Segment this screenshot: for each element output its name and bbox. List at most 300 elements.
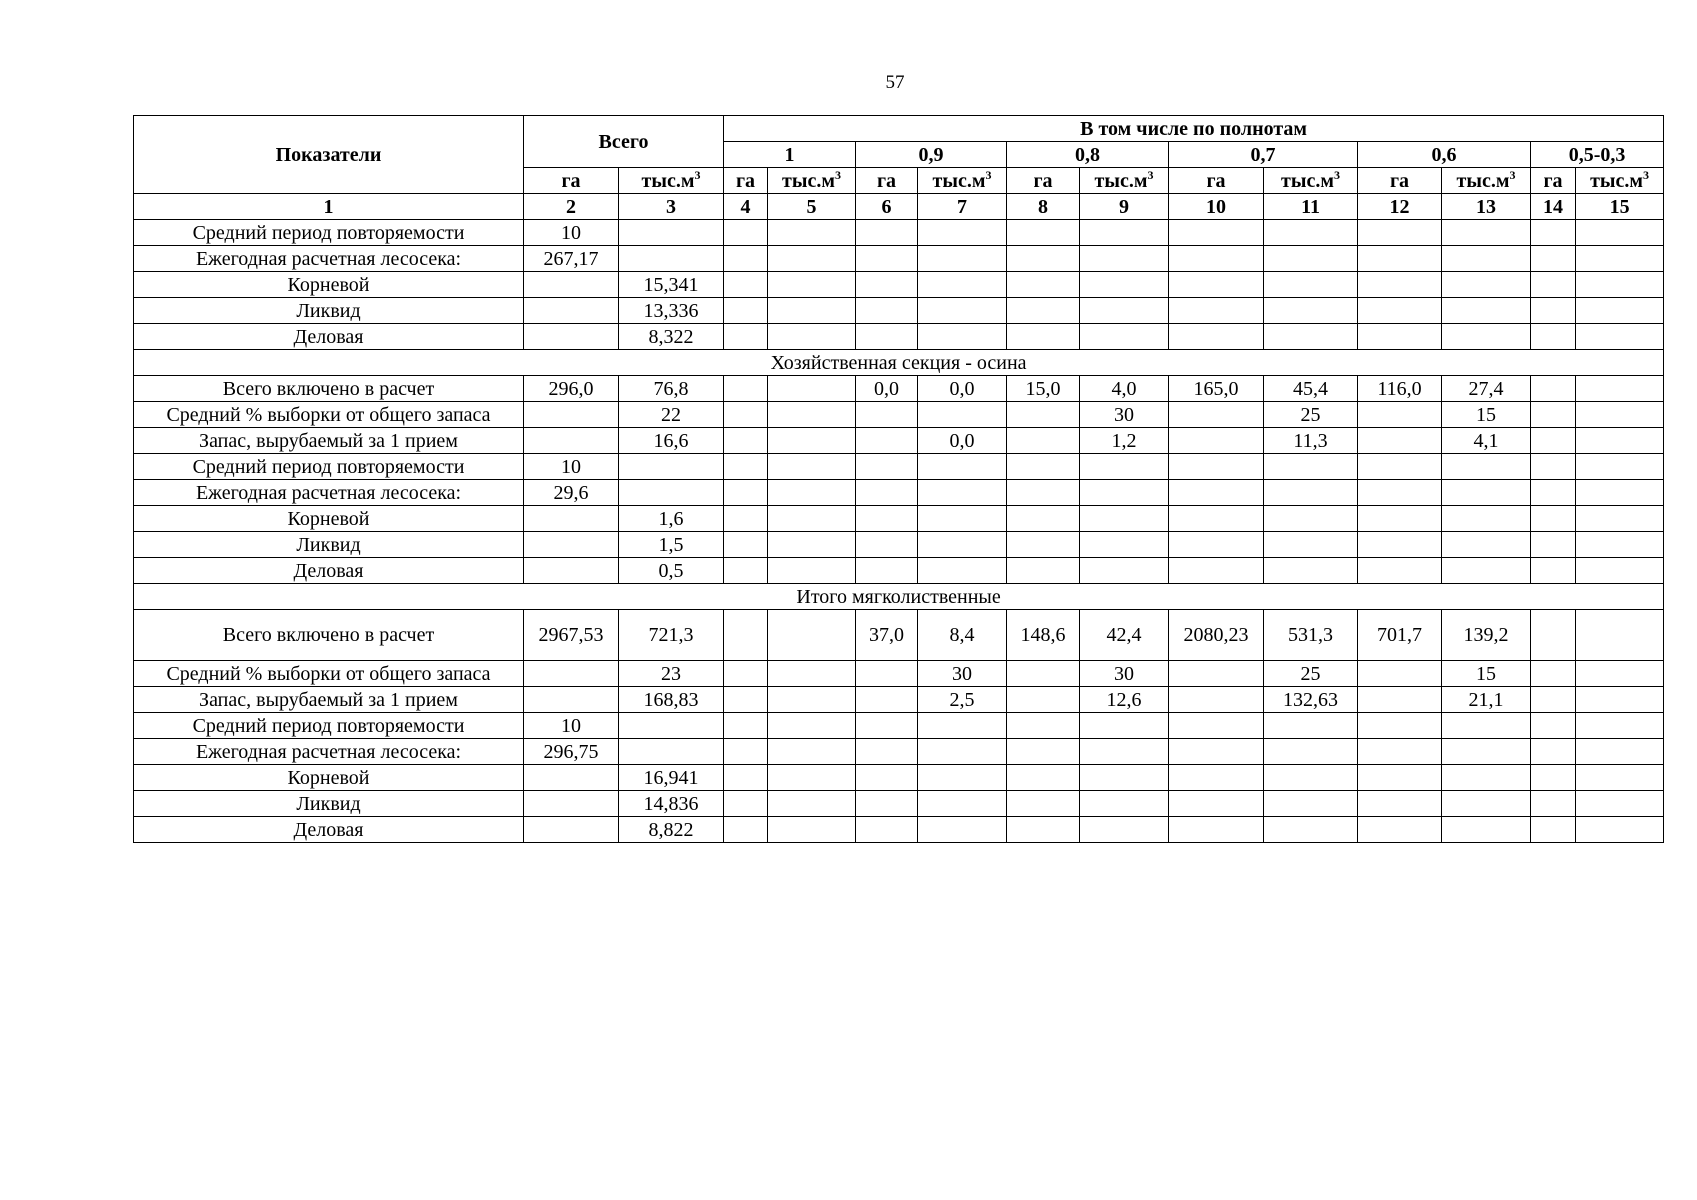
row-label: Ежегодная расчетная лесосека:: [134, 480, 524, 506]
page-number: 57: [885, 72, 905, 93]
table-cell: [1080, 272, 1169, 298]
table-cell: [724, 454, 768, 480]
table-cell: [724, 791, 768, 817]
header-by-density: В том числе по полнотам: [724, 116, 1664, 142]
table-cell: [918, 817, 1007, 843]
table-cell: [1442, 532, 1531, 558]
table-cell: [856, 791, 918, 817]
table-cell: [724, 402, 768, 428]
row-label: Ликвид: [134, 298, 524, 324]
table-cell: [918, 480, 1007, 506]
table-cell: [619, 220, 724, 246]
table-cell: 25: [1264, 661, 1358, 687]
table-cell: [1531, 610, 1576, 661]
table-cell: 15,0: [1007, 376, 1080, 402]
column-number: 6: [856, 194, 918, 220]
table-cell: [1576, 272, 1664, 298]
table-cell: [1531, 558, 1576, 584]
table-cell: [1531, 817, 1576, 843]
table-cell: [856, 661, 918, 687]
table-cell: [1264, 739, 1358, 765]
table-cell: [1358, 324, 1442, 350]
table-cell: [856, 454, 918, 480]
table-cell: [1531, 298, 1576, 324]
unit-ha: га: [856, 168, 918, 194]
table-cell: [1576, 324, 1664, 350]
table-cell: [1358, 765, 1442, 791]
table-cell: [724, 687, 768, 713]
table-cell: [1576, 661, 1664, 687]
table-cell: 8,4: [918, 610, 1007, 661]
table-cell: [1358, 739, 1442, 765]
table-cell: [724, 817, 768, 843]
table-cell: [1007, 532, 1080, 558]
table-cell: [1007, 272, 1080, 298]
table-row: [134, 298, 1664, 324]
table-cell: [1531, 376, 1576, 402]
table-cell: [768, 610, 856, 661]
table-cell: [524, 687, 619, 713]
column-number: 13: [1442, 194, 1531, 220]
table-cell: [1576, 298, 1664, 324]
row-label: Средний период повторяемости: [134, 713, 524, 739]
table-cell: 531,3: [1264, 610, 1358, 661]
table-cell: [619, 713, 724, 739]
table-cell: 2967,53: [524, 610, 619, 661]
row-label: Корневой: [134, 765, 524, 791]
table-cell: [1007, 480, 1080, 506]
table-cell: [524, 817, 619, 843]
table-cell: [1080, 480, 1169, 506]
table-row: [134, 687, 1664, 713]
table-cell: 15: [1442, 402, 1531, 428]
table-cell: [1442, 298, 1531, 324]
table-cell: [1264, 324, 1358, 350]
table-cell: 168,83: [619, 687, 724, 713]
table-cell: [724, 661, 768, 687]
forest-report-table: [133, 115, 1664, 843]
table-cell: [1358, 246, 1442, 272]
table-cell: 2080,23: [1169, 610, 1264, 661]
column-number: 12: [1358, 194, 1442, 220]
table-cell: [918, 324, 1007, 350]
table-cell: [1576, 713, 1664, 739]
table-cell: [1531, 506, 1576, 532]
table-cell: [1531, 765, 1576, 791]
table-cell: [1264, 817, 1358, 843]
table-cell: 1,5: [619, 532, 724, 558]
row-label: Средний период повторяемости: [134, 220, 524, 246]
table-cell: [524, 402, 619, 428]
table-cell: 0,0: [918, 428, 1007, 454]
row-label: Запас, вырубаемый за 1 прием: [134, 428, 524, 454]
column-number: 2: [524, 194, 619, 220]
table-cell: [1358, 713, 1442, 739]
table-cell: [1442, 454, 1531, 480]
table-cell: [768, 376, 856, 402]
table-cell: [1358, 661, 1442, 687]
table-cell: [856, 765, 918, 791]
table-row: [134, 739, 1664, 765]
table-cell: [1442, 324, 1531, 350]
table-cell: [856, 739, 918, 765]
table-cell: [1531, 687, 1576, 713]
table-cell: [1264, 480, 1358, 506]
column-number: 11: [1264, 194, 1358, 220]
table-cell: [1264, 454, 1358, 480]
table-cell: [724, 480, 768, 506]
table-cell: [768, 428, 856, 454]
table-cell: 10: [524, 713, 619, 739]
table-cell: 116,0: [1358, 376, 1442, 402]
table-cell: [918, 272, 1007, 298]
row-label: Ликвид: [134, 791, 524, 817]
table-cell: 10: [524, 454, 619, 480]
table-cell: 148,6: [1007, 610, 1080, 661]
table-row: [134, 558, 1664, 584]
table-cell: [724, 558, 768, 584]
table-row: [134, 376, 1664, 402]
table-cell: [768, 791, 856, 817]
table-cell: [724, 220, 768, 246]
table-cell: 30: [1080, 402, 1169, 428]
table-cell: [1169, 817, 1264, 843]
table-cell: [918, 791, 1007, 817]
row-label: Всего включено в расчет: [134, 610, 524, 661]
table-cell: [1169, 272, 1264, 298]
table-cell: [768, 298, 856, 324]
table-cell: [1264, 765, 1358, 791]
table-cell: [768, 687, 856, 713]
table-cell: [1007, 428, 1080, 454]
table-cell: [1442, 220, 1531, 246]
table-cell: [1169, 220, 1264, 246]
table-cell: [768, 817, 856, 843]
table-row: [134, 817, 1664, 843]
table-cell: [1531, 532, 1576, 558]
table-cell: 76,8: [619, 376, 724, 402]
table-cell: [1531, 246, 1576, 272]
table-cell: 132,63: [1264, 687, 1358, 713]
column-number: 3: [619, 194, 724, 220]
row-label: Средний % выборки от общего запаса: [134, 402, 524, 428]
column-number: 10: [1169, 194, 1264, 220]
table-cell: 23: [619, 661, 724, 687]
table-cell: [1080, 506, 1169, 532]
table-cell: [918, 506, 1007, 532]
table-cell: [1576, 791, 1664, 817]
table-cell: [1442, 480, 1531, 506]
table-cell: [1576, 428, 1664, 454]
table-cell: [1531, 220, 1576, 246]
section-row: [134, 584, 1664, 610]
table-row: [134, 220, 1664, 246]
header-total: Всего: [524, 116, 724, 168]
table-cell: [1080, 739, 1169, 765]
table-cell: 16,6: [619, 428, 724, 454]
table-cell: [724, 532, 768, 558]
table-cell: [1576, 402, 1664, 428]
table-cell: [918, 246, 1007, 272]
unit-ha: га: [1007, 168, 1080, 194]
table-cell: [1080, 791, 1169, 817]
table-cell: [1169, 480, 1264, 506]
header-density: 0,9: [856, 142, 1007, 168]
table-cell: [1264, 220, 1358, 246]
table-cell: [856, 298, 918, 324]
table-cell: [768, 402, 856, 428]
table-cell: [1080, 324, 1169, 350]
table-cell: [768, 506, 856, 532]
row-label: Деловая: [134, 817, 524, 843]
table-cell: [724, 765, 768, 791]
table-cell: 296,75: [524, 739, 619, 765]
table-row: [134, 402, 1664, 428]
table-row: [134, 454, 1664, 480]
table-cell: [1531, 661, 1576, 687]
table-cell: [1080, 454, 1169, 480]
column-number: 15: [1576, 194, 1664, 220]
table-cell: [1576, 480, 1664, 506]
table-cell: [768, 272, 856, 298]
table-cell: 42,4: [1080, 610, 1169, 661]
column-number: 14: [1531, 194, 1576, 220]
table-cell: 1,6: [619, 506, 724, 532]
table-cell: [1169, 506, 1264, 532]
table-cell: [768, 324, 856, 350]
table-cell: [1080, 817, 1169, 843]
table-cell: [918, 220, 1007, 246]
table-cell: [619, 739, 724, 765]
table-cell: [918, 739, 1007, 765]
table-cell: [1080, 532, 1169, 558]
table-cell: [1358, 687, 1442, 713]
row-label: Запас, вырубаемый за 1 прием: [134, 687, 524, 713]
table-cell: 14,836: [619, 791, 724, 817]
table-cell: [1531, 739, 1576, 765]
table-cell: [768, 454, 856, 480]
table-cell: [1358, 454, 1442, 480]
table-cell: [724, 739, 768, 765]
table-cell: [856, 324, 918, 350]
table-cell: [1531, 272, 1576, 298]
table-cell: [1576, 765, 1664, 791]
table-cell: [1264, 791, 1358, 817]
table-cell: [1358, 506, 1442, 532]
table-cell: 16,941: [619, 765, 724, 791]
table-cell: [1358, 402, 1442, 428]
header-indicators: Показатели: [134, 116, 524, 194]
section-title: Итого мягколиственные: [134, 584, 1664, 610]
table-row: [134, 765, 1664, 791]
table-cell: [524, 765, 619, 791]
table-cell: [1442, 739, 1531, 765]
table-cell: [1264, 558, 1358, 584]
table-cell: [768, 558, 856, 584]
table-cell: [1007, 765, 1080, 791]
table-cell: [918, 298, 1007, 324]
section-row: [134, 350, 1664, 376]
table-cell: 25: [1264, 402, 1358, 428]
table-cell: [724, 272, 768, 298]
table-cell: 15,341: [619, 272, 724, 298]
table-cell: [1264, 246, 1358, 272]
table-cell: [619, 246, 724, 272]
table-cell: [1007, 739, 1080, 765]
table-cell: [1264, 713, 1358, 739]
table-cell: 721,3: [619, 610, 724, 661]
table-cell: 13,336: [619, 298, 724, 324]
unit-volume: $тыс.м^3$: [768, 168, 856, 194]
row-label: Деловая: [134, 558, 524, 584]
table-cell: 0,5: [619, 558, 724, 584]
table-cell: [1169, 791, 1264, 817]
table-cell: [1442, 791, 1531, 817]
column-number: 4: [724, 194, 768, 220]
table-cell: [1169, 558, 1264, 584]
table-cell: 139,2: [1442, 610, 1531, 661]
table-cell: [768, 661, 856, 687]
table-cell: [1358, 480, 1442, 506]
table-cell: [856, 506, 918, 532]
table-cell: 22: [619, 402, 724, 428]
table-cell: [1080, 765, 1169, 791]
row-label: Средний % выборки от общего запаса: [134, 661, 524, 687]
table-cell: [524, 532, 619, 558]
row-label: Всего включено в расчет: [134, 376, 524, 402]
table-cell: [1007, 220, 1080, 246]
table-cell: [1007, 246, 1080, 272]
table-body: [134, 220, 1664, 843]
table-cell: [524, 661, 619, 687]
table-row: [134, 272, 1664, 298]
table-cell: [1358, 220, 1442, 246]
table-cell: [724, 324, 768, 350]
table-cell: [1080, 713, 1169, 739]
table-cell: [1080, 220, 1169, 246]
table-cell: 37,0: [856, 610, 918, 661]
table-row: [134, 532, 1664, 558]
table-cell: [1169, 661, 1264, 687]
table-cell: [856, 220, 918, 246]
table-cell: 4,1: [1442, 428, 1531, 454]
table-cell: [1169, 765, 1264, 791]
row-label: Ежегодная расчетная лесосека:: [134, 246, 524, 272]
table-cell: 15: [1442, 661, 1531, 687]
table-cell: [1169, 402, 1264, 428]
table-cell: [724, 298, 768, 324]
table-cell: [1576, 506, 1664, 532]
table-cell: [724, 610, 768, 661]
table-cell: 11,3: [1264, 428, 1358, 454]
unit-ha: га: [724, 168, 768, 194]
table-header: [134, 116, 1664, 220]
table-cell: [1007, 687, 1080, 713]
table-cell: [524, 324, 619, 350]
table-cell: [1576, 220, 1664, 246]
table-cell: 30: [918, 661, 1007, 687]
table-cell: 30: [1080, 661, 1169, 687]
table-row: [134, 428, 1664, 454]
table-cell: [1442, 713, 1531, 739]
table-cell: [1264, 506, 1358, 532]
table-cell: [1080, 298, 1169, 324]
table-cell: [1358, 428, 1442, 454]
table-row: [134, 791, 1664, 817]
table-cell: [1007, 402, 1080, 428]
table-cell: [1169, 739, 1264, 765]
unit-volume: $тыс.м^3$: [1264, 168, 1358, 194]
table-cell: [724, 428, 768, 454]
table-row: [134, 324, 1664, 350]
unit-volume: $тыс.м^3$: [1442, 168, 1531, 194]
table-cell: [1358, 817, 1442, 843]
table-cell: [1531, 713, 1576, 739]
table-cell: [918, 713, 1007, 739]
table-cell: [1442, 765, 1531, 791]
header-density: 0,6: [1358, 142, 1531, 168]
table-cell: [1007, 661, 1080, 687]
column-number: 1: [134, 194, 524, 220]
table-cell: [856, 480, 918, 506]
table-cell: [1007, 298, 1080, 324]
table-cell: [1169, 713, 1264, 739]
table-cell: [1264, 532, 1358, 558]
table-row: [134, 610, 1664, 661]
table-cell: [918, 558, 1007, 584]
table-cell: [619, 454, 724, 480]
table-cell: 45,4: [1264, 376, 1358, 402]
table-cell: [1576, 532, 1664, 558]
table-cell: [1007, 791, 1080, 817]
table-cell: [768, 532, 856, 558]
table-cell: [918, 765, 1007, 791]
table-cell: [768, 246, 856, 272]
table-cell: 1,2: [1080, 428, 1169, 454]
table-cell: [1576, 246, 1664, 272]
table-cell: 4,0: [1080, 376, 1169, 402]
table-cell: 0,0: [918, 376, 1007, 402]
table-cell: [768, 713, 856, 739]
table-cell: 10: [524, 220, 619, 246]
row-label: Ликвид: [134, 532, 524, 558]
table-cell: 29,6: [524, 480, 619, 506]
table-row: [134, 480, 1664, 506]
table-cell: [524, 272, 619, 298]
table-row: [134, 661, 1664, 687]
table-cell: [524, 428, 619, 454]
table-cell: [856, 817, 918, 843]
table-cell: [1576, 739, 1664, 765]
row-label: Деловая: [134, 324, 524, 350]
table-cell: [856, 687, 918, 713]
column-number: 7: [918, 194, 1007, 220]
table-cell: [1007, 506, 1080, 532]
row-label: Корневой: [134, 506, 524, 532]
table-cell: [1007, 713, 1080, 739]
table-cell: [918, 402, 1007, 428]
table-cell: [1007, 817, 1080, 843]
table-cell: 21,1: [1442, 687, 1531, 713]
unit-ha: га: [1169, 168, 1264, 194]
table-cell: [1169, 428, 1264, 454]
table-cell: [1531, 324, 1576, 350]
unit-volume: $тыс.м^3$: [1080, 168, 1169, 194]
table-cell: [856, 246, 918, 272]
row-label: Средний период повторяемости: [134, 454, 524, 480]
section-title: Хозяйственная секция - осина: [134, 350, 1664, 376]
table-cell: 12,6: [1080, 687, 1169, 713]
